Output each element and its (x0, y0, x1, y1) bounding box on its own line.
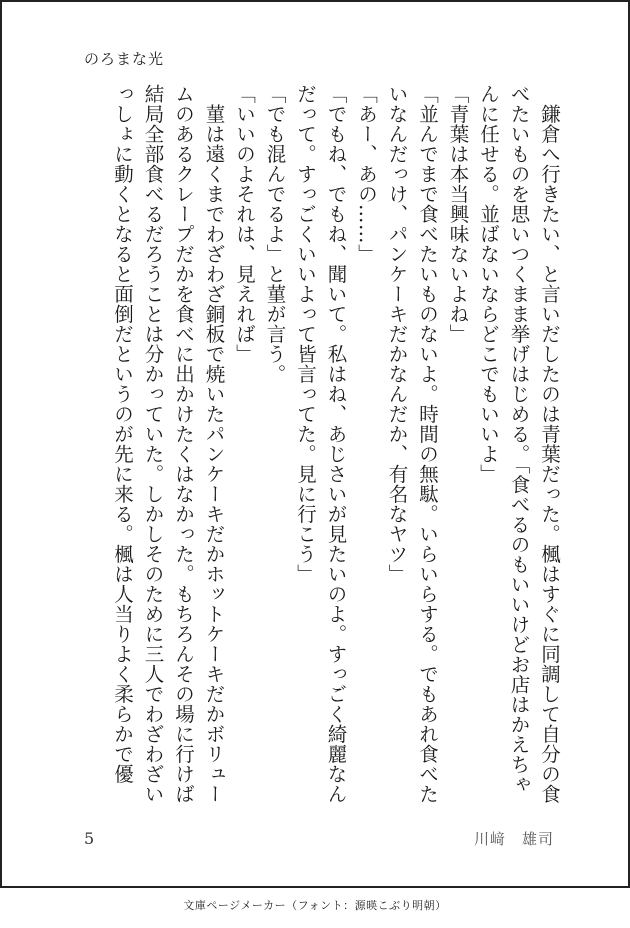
paragraph: 「並んでまで食べたいものないよ。時間の無駄。いらいらする。でもあれ食べたいなんだっけ、パンケーキだかなんだか、有名なヤツ」 (385, 84, 439, 804)
footer-credit: 文庫ページメーカー（フォント：源暎こぶり明朝） (183, 899, 447, 912)
body-text (74, 84, 564, 806)
paragraph: 「いいのよそれは、見えれば」 (233, 84, 256, 364)
paragraph: 「青葉は本当興味ないよね」 (446, 84, 470, 344)
paragraph: 「あー、あの……」 (355, 84, 378, 264)
running-head-title: のろまな光 (84, 50, 165, 68)
paragraph: 「でも混んでるよ」と菫が言う。 (263, 84, 287, 384)
paragraph: 菫は遠くまでわざわざ銅板で焼いたパンケーキだかホットケーキだかボリュームのあるクレープだかを食べに出かけたくはなかった。もちろんその場に行けば結局全部食べるだろうことは分かっていた。しかしそのために三人でわざわざいっしょに動くとなると面倒だというのが先に来る。楓は人当りよく柔らかで優 (111, 84, 226, 804)
page-number: 5 (84, 829, 95, 848)
paragraph: 鎌倉へ行きたい、と言いだしたのは青葉だった。楓はすぐに同調して自分の食べたいものを思いつくまま挙げはじめる。「食べるのもいいけどお店はかえちゃんに任せる。並ばないならどこでもいいよ」 (477, 84, 561, 804)
paragraph: 「でもね、でもね、聞いて。私はね、あじさいが見たいのよ。すっごく綺麗なんだって。すっごくいいよって皆言ってた。見に行こう」 (294, 84, 348, 804)
author-name: 川﨑 雄司 (474, 830, 555, 848)
